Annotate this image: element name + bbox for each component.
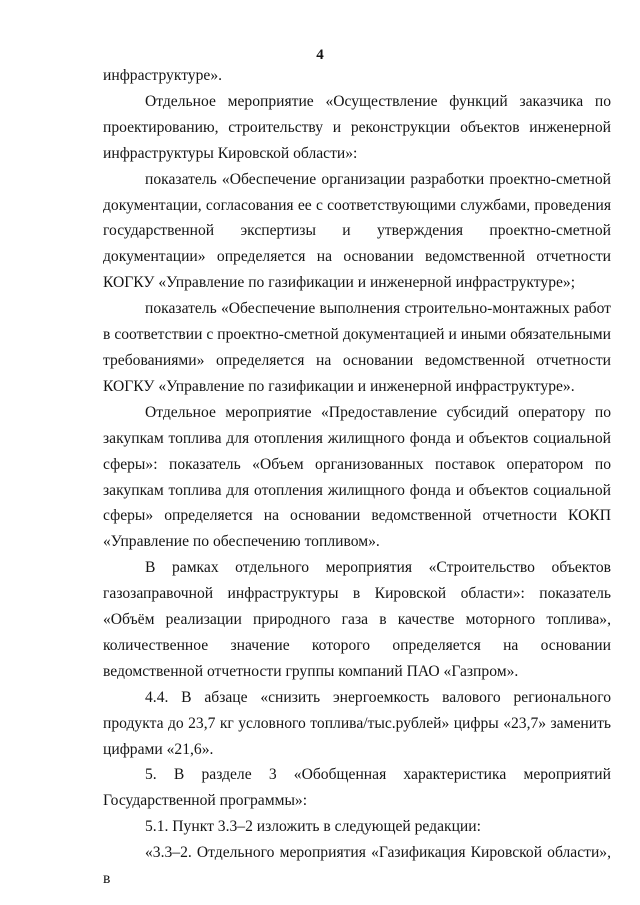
page-number: 4 [316,47,324,63]
paragraph-gas-filling-infrastructure: В рамках отдельного мероприятия «Строительство объектов газозаправочной инфраструктуры в Кировской области»: показатель «Объём реализации природного газа в качестве моторного топлива», количественное значение которого определяется на основании ведомственной отчетности группы компаний ПАО «Газпром». [103,559,611,680]
paragraph-fuel-subsidies: Отдельное мероприятие «Предоставление субсидий оператору по закупкам топлива для отопления жилищного фонда и объектов социальной сферы»: показатель «Объем организованных поставок оператором по закупкам топлива для отопления жилищного фонда и объектов социальной сферы» определяется на основании ведомственной отчетности КОКП «Управление по обеспечению топливом». [103,403,611,551]
paragraph-indicator-design-docs: показатель «Обеспечение организации разработки проектно-сметной документации, согласования ее с соответствующими службами, проведения государственной экспертизы и утверждения проектно-сметной документации» определяется на основании ведомственной отчетности КОГКУ «Управление по газификации и инженерной инфраструктуре»; [103,170,611,292]
paragraph-item-3-3-2: «3.3–2. Отдельного мероприятия «Газификация Кировской области», в [103,844,611,888]
paragraph-customer-functions: Отдельное мероприятие «Осуществление функций заказчика по проектированию, строительству и реконструкции объектов инженерной инфраструктуры Кировской области»: [103,92,611,162]
paragraph-indicator-construction: показатель «Обеспечение выполнения строительно-монтажных работ в соответствии с проектно-сметной документацией и иными обязательными требованиями» определяется на основании ведомственной отчетности КОГКУ «Управление по газификации и инженерной инфраструктуре». [103,300,611,395]
paragraph-item-5: 5. В разделе 3 «Обобщенная характеристика мероприятий Государственной программы»: [103,766,611,810]
paragraph-item-4-4: 4.4. В абзаце «снизить энергоемкость валового регионального продукта до 23,7 кг условного топлива/тыс.рублей» цифры «23,7» заменить цифрами «21,6». [103,688,611,758]
paragraph-item-5-1: 5.1. Пункт 3.3–2 изложить в следующей редакции: [145,818,481,836]
body-text [103,63,611,892]
paragraph-continuation: инфраструктуре». [103,67,223,84]
